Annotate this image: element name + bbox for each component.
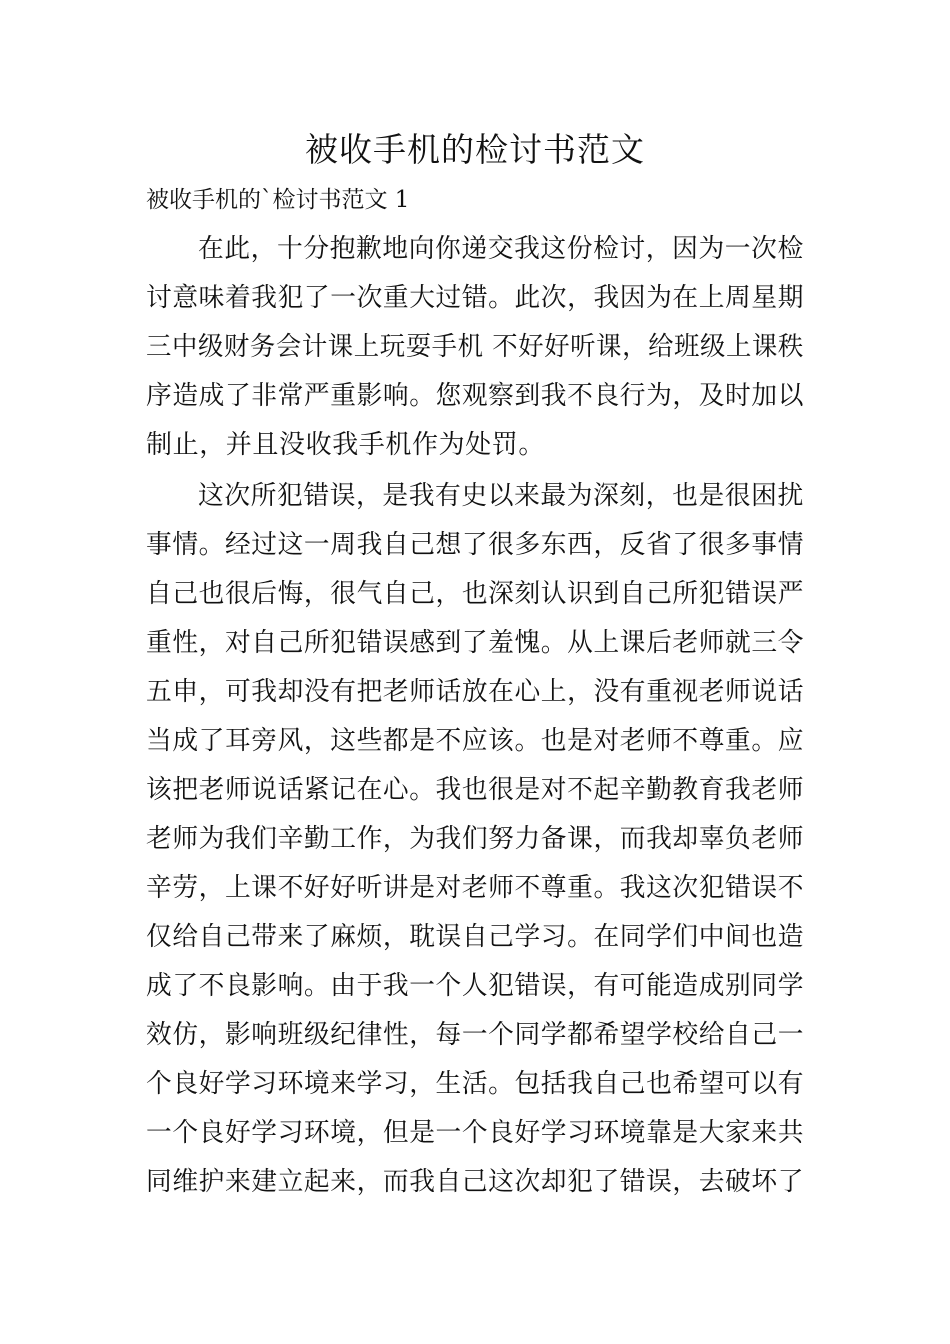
paragraph-2-line: 这次所犯错误，是我有史以来最为深刻，也是很困扰 — [198, 481, 804, 511]
document-subtitle: 被收手机的`检讨书范文 1 — [146, 187, 410, 213]
paragraph-2-line: 成了不良影响。由于我一个人犯错误，有可能造成别同学 — [146, 971, 805, 1001]
paragraph-2-line: 一个良好学习环境，但是一个良好学习环境靠是大家来共 — [146, 1118, 805, 1148]
paragraph-2-line: 重性，对自己所犯错误感到了羞愧。从上课后老师就三令 — [146, 628, 805, 658]
paragraph-1-line: 三中级财务会计课上玩耍手机 不好好听课，给班级上课秩 — [146, 332, 804, 362]
paragraph-2-line: 五申，可我却没有把老师话放在心上，没有重视老师说话 — [146, 677, 805, 707]
paragraph-2-line: 仅给自己带来了麻烦，耽误自己学习。在同学们中间也造 — [146, 922, 805, 952]
paragraph-2-line: 效仿，影响班级纪律性，每一个同学都希望学校给自己一 — [146, 1020, 805, 1050]
paragraph-1-line: 制止，并且没收我手机作为处罚。 — [146, 430, 546, 460]
paragraph-2-line: 老师为我们辛勤工作，为我们努力备课，而我却辜负老师 — [146, 824, 805, 854]
paragraph-2-line: 个良好学习环境来学习，生活。包括我自己也希望可以有 — [146, 1069, 805, 1099]
paragraph-2-line: 自己也很后悔，很气自己，也深刻认识到自己所犯错误严 — [146, 579, 805, 609]
paragraph-2-line: 该把老师说话紧记在心。我也很是对不起辛勤教育我老师 — [146, 775, 805, 805]
paragraph-2-line: 当成了耳旁风，这些都是不应该。也是对老师不尊重。应 — [146, 726, 805, 756]
paragraph-2-line: 事情。经过这一周我自己想了很多东西，反省了很多事情 — [146, 530, 805, 560]
document-title: 被收手机的检讨书范文 — [305, 130, 645, 169]
paragraph-1-line: 序造成了非常严重影响。您观察到我不良行为，及时加以 — [146, 381, 805, 411]
paragraph-2-line: 同维护来建立起来，而我自己这次却犯了错误，去破坏了 — [146, 1167, 805, 1197]
paragraph-1-line: 讨意味着我犯了一次重大过错。此次，我因为在上周星期 — [146, 283, 805, 313]
paragraph-2-line: 辛劳，上课不好好听讲是对老师不尊重。我这次犯错误不 — [146, 873, 805, 903]
paragraph-1-line: 在此，十分抱歉地向你递交我这份检讨，因为一次检 — [198, 234, 804, 264]
